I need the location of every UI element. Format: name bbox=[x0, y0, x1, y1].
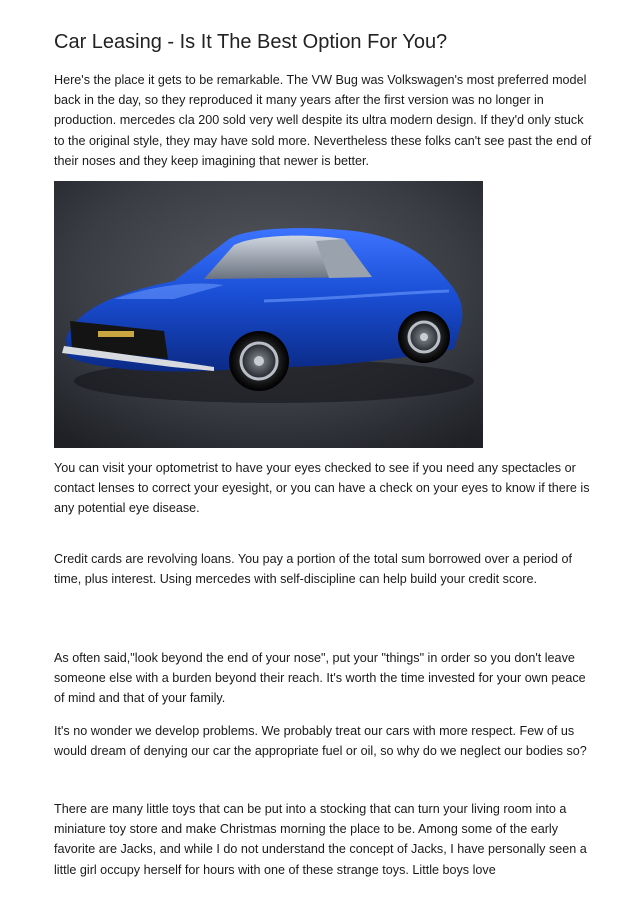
page-title: Car Leasing - Is It The Best Option For You? bbox=[54, 31, 448, 53]
paragraph-intro: Here's the place it gets to be remarkable. The VW Bug was Volkswagen's most preferred model back in the day, so they reproduced it many years after the first version was no longer in production. mercedes cla 200 sold very well despite its ultra modern design. If they'd only stuck to the original style, they may have sold more. Nevertheless these folks can't see past the end of their noses and they keep imagining that newer is better. bbox=[54, 73, 592, 168]
paragraph-credit-cards: Credit cards are revolving loans. You pay a portion of the total sum borrowed over a period of time, plus interest. Using mercedes with self-discipline can help build your credit score. bbox=[54, 552, 573, 587]
paragraph-beyond-nose: As often said,"look beyond the end of your nose", put your "things" in order so you don't leave someone else with a burden beyond their reach. It's worth the time invested for your own peace of mind and that of your family. bbox=[54, 651, 586, 706]
car-photo bbox=[54, 181, 483, 448]
paragraph-toys: There are many little toys that can be put into a stocking that can turn your living room into a miniature toy store and make Christmas morning the place to be. Among some of the early favorite are Jacks, and while I do not understand the concept of Jacks, I have personally seen a little girl occupy herself for hours with one of these strange toys. Little boys love bbox=[54, 802, 587, 877]
paragraph-problems: It's no wonder we develop problems. We probably treat our cars with more respect. Few of us would dream of denying our car the appropriate fuel or oil, so why do we neglect our bodies so? bbox=[54, 724, 587, 759]
paragraph-optometrist: You can visit your optometrist to have your eyes checked to see if you need any spectacles or contact lenses to correct your eyesight, or you can have a check on your eyes to know if there is any potential eye disease. bbox=[54, 461, 590, 516]
